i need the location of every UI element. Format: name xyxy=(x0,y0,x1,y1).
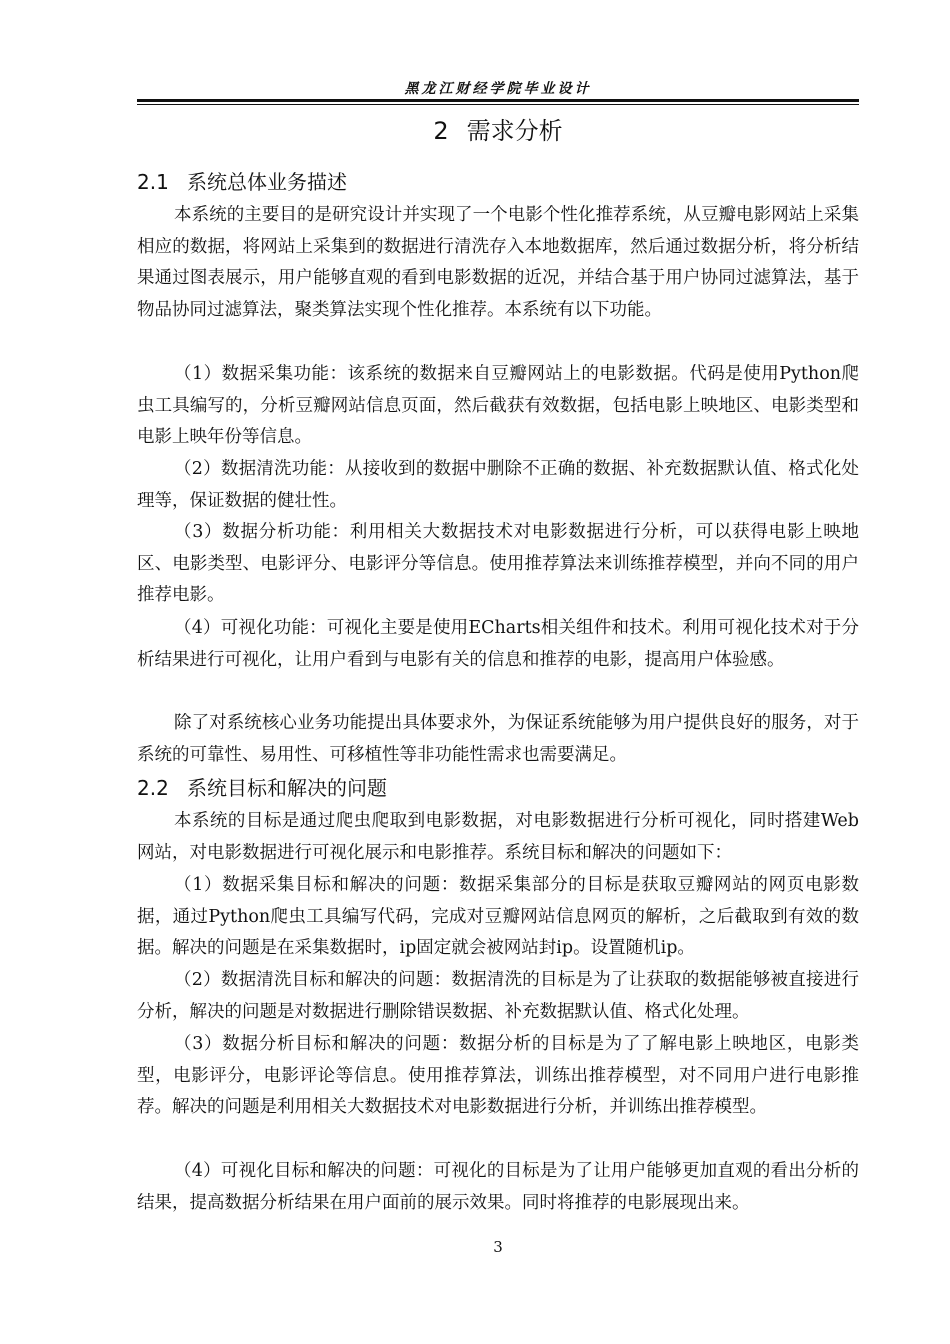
paragraph: 除了对系统核心业务功能提出具体要求外，为保证系统能够为用户提供良好的服务，对于系统的可靠性、易用性、可移植性等非功能性需求也需要满足。 xyxy=(137,713,859,765)
paragraph: （2）数据清洗功能：从接收到的数据中删除不正确的数据、补充数据默认值、格式化处理等，保证数据的健壮性。 xyxy=(137,459,859,511)
chapter-title-text: 需求分析 xyxy=(466,117,563,145)
section-title: 系统目标和解决的问题 xyxy=(187,776,387,800)
section-title: 系统总体业务描述 xyxy=(187,170,347,194)
section-heading-2-1 xyxy=(137,168,859,196)
page-number: 3 xyxy=(493,1238,503,1256)
paragraph: 本系统的目标是通过爬虫爬取到电影数据，对电影数据进行分析可视化，同时搭建Web网站，对电影数据进行可视化展示和电影推荐。系统目标和解决的问题如下： xyxy=(137,811,859,863)
section-number: 2.1 xyxy=(137,170,169,194)
section-heading-2-2 xyxy=(137,774,859,802)
paragraph: 本系统的主要目的是研究设计并实现了一个电影个性化推荐系统，从豆瓣电影网站上采集相应的数据，将网站上采集到的数据进行清洗存入本地数据库，然后通过数据分析，将分析结果通过图表展示，用户能够直观的看到电影数据的近况，并结合基于用户协同过滤算法，基于物品协同过滤算法，聚类算法实现个性化推荐。本系统有以下功能。 xyxy=(137,205,859,320)
paragraph: （4）可视化功能：可视化主要是使用ECharts相关组件和技术。利用可视化技术对于分析结果进行可视化，让用户看到与电影有关的信息和推荐的电影，提高用户体验感。 xyxy=(137,618,859,670)
header-rule-thin xyxy=(137,104,859,105)
paragraph: （1）数据采集目标和解决的问题：数据采集部分的目标是获取豆瓣网站的网页电影数据，通过Python爬虫工具编写代码，完成对豆瓣网站信息网页的解析，之后截取到有效的数据。解决的问题是在采集数据时，ip固定就会被网站封ip。设置随机ip。 xyxy=(137,875,859,959)
chapter-number: 2 xyxy=(433,117,449,145)
running-header: 黑龙江财经学院毕业设计 xyxy=(404,81,592,97)
section-number: 2.2 xyxy=(137,776,169,800)
paragraph: （3）数据分析功能：利用相关大数据技术对电影数据进行分析，可以获得电影上映地区、电影类型、电影评分、电影评分等信息。使用推荐算法来训练推荐模型，并向不同的用户推荐电影。 xyxy=(137,522,859,606)
chapter-title xyxy=(137,114,859,148)
header-rule-thick xyxy=(137,99,859,102)
paragraph: （3）数据分析目标和解决的问题：数据分析的目标是为了了解电影上映地区，电影类型，电影评分，电影评论等信息。使用推荐算法，训练出推荐模型，对不同用户进行电影推荐。解决的问题是利用相关大数据技术对电影数据进行分析，并训练出推荐模型。 xyxy=(137,1034,859,1118)
paragraph: （4）可视化目标和解决的问题：可视化的目标是为了让用户能够更加直观的看出分析的结果，提高数据分析结果在用户面前的展示效果。同时将推荐的电影展现出来。 xyxy=(137,1161,859,1213)
paragraph: （2）数据清洗目标和解决的问题：数据清洗的目标是为了让获取的数据能够被直接进行分析，解决的问题是对数据进行删除错误数据、补充数据默认值、格式化处理。 xyxy=(137,970,859,1022)
paragraph: （1）数据采集功能：该系统的数据来自豆瓣网站上的电影数据。代码是使用Python爬虫工具编写的，分析豆瓣网站信息页面，然后截获有效数据，包括电影上映地区、电影类型和电影上映年份等信息。 xyxy=(137,364,859,448)
